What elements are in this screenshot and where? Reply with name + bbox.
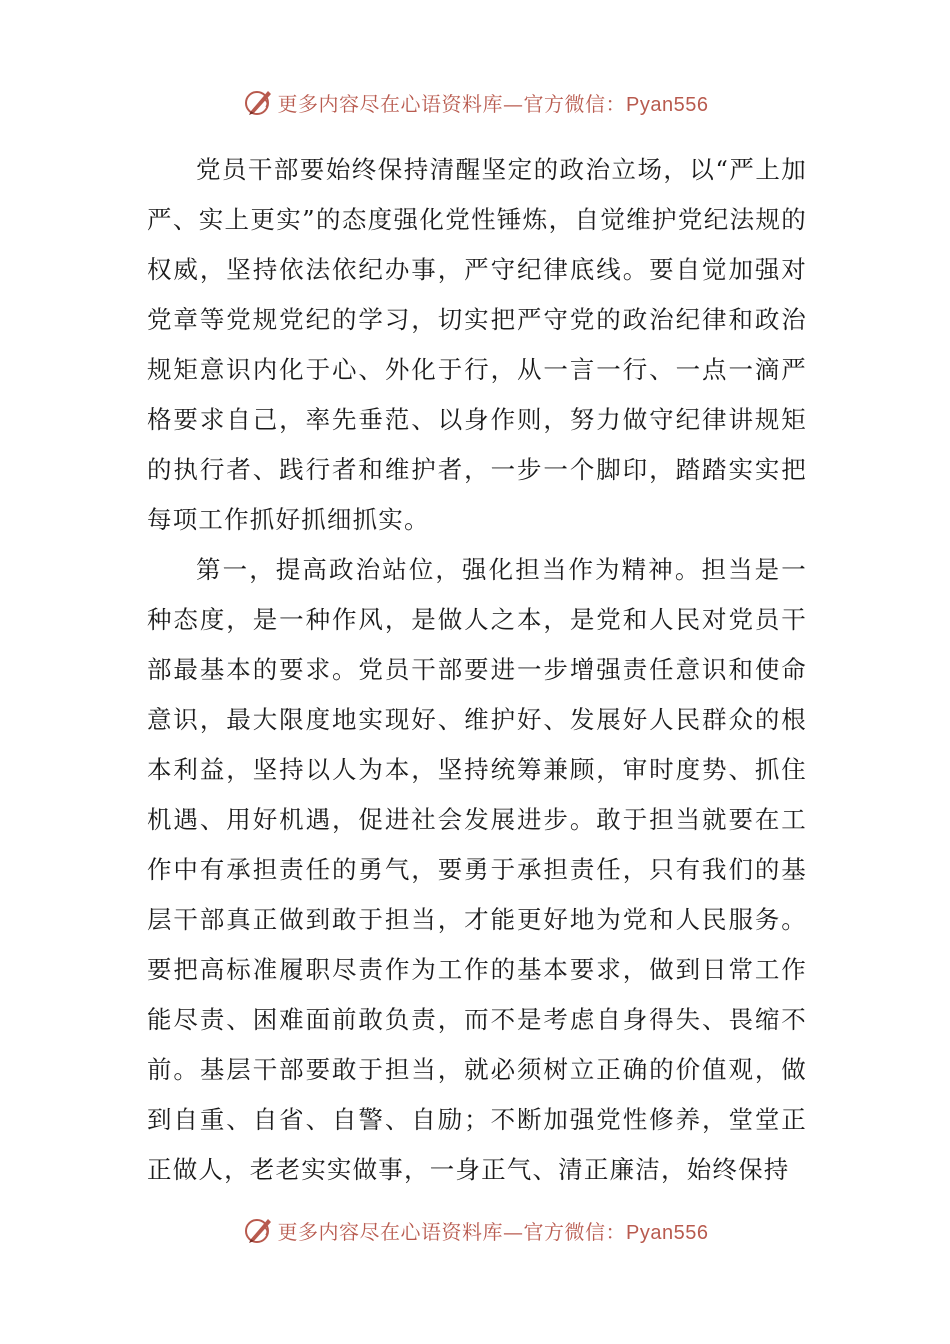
banner-text: 更多内容尽在心语资料库—官方微信：Pyan556	[277, 1219, 709, 1244]
paragraph: 党员干部要始终保持清醒坚定的政治立场，以“严上加严、实上更实”的态度强化党性锤炼，自觉维护党纪法规的权威，坚持依法依纪办事，严守纪律底线。要自觉加强对党章等党规党纪的学习，切实把严守党的政治纪律和政治规矩意识内化于心、外化于行，从一言一行、一点一滴严格要求自己，率先垂范、以身作则，努力做守纪律讲规矩的执行者、践行者和维护者，一步一个脚印，踏踏实实把每项工作抓好抓细抓实。	[147, 155, 807, 534]
wechat-id: Pyan556	[626, 1221, 709, 1244]
document-body	[147, 145, 807, 1195]
banner-text: 更多内容尽在心语资料库—官方微信：Pyan556	[277, 91, 709, 116]
wechat-id: Pyan556	[626, 93, 709, 116]
paragraph: 第一，提高政治站位，强化担当作为精神。担当是一种态度，是一种作风，是做人之本，是党和人民对党员干部最基本的要求。党员干部要进一步增强责任意识和使命意识，最大限度地实现好、维护好、发展好人民群众的根本利益，坚持以人为本，坚持统筹兼顾，审时度势、抓住机遇、用好机遇，促进社会发展进步。敢于担当就要在工作中有承担责任的勇气，要勇于承担责任，只有我们的基层干部真正做到敢于担当，才能更好地为党和人民服务。要把高标准履职尽责作为工作的基本要求，做到日常工作能尽责、困难面前敢负责，而不是考虑自身得失、畏缩不前。基层干部要敢于担当，就必须树立正确的价值观，做到自重、自省、自警、自励；不断加强党性修养，堂堂正正做人，老老实实做事，一身正气、清正廉洁，始终保持	[147, 555, 807, 1184]
header-banner	[0, 82, 950, 122]
pen-logo-icon	[242, 1213, 276, 1247]
pen-logo-icon	[242, 85, 276, 119]
footer-banner	[0, 1210, 950, 1250]
